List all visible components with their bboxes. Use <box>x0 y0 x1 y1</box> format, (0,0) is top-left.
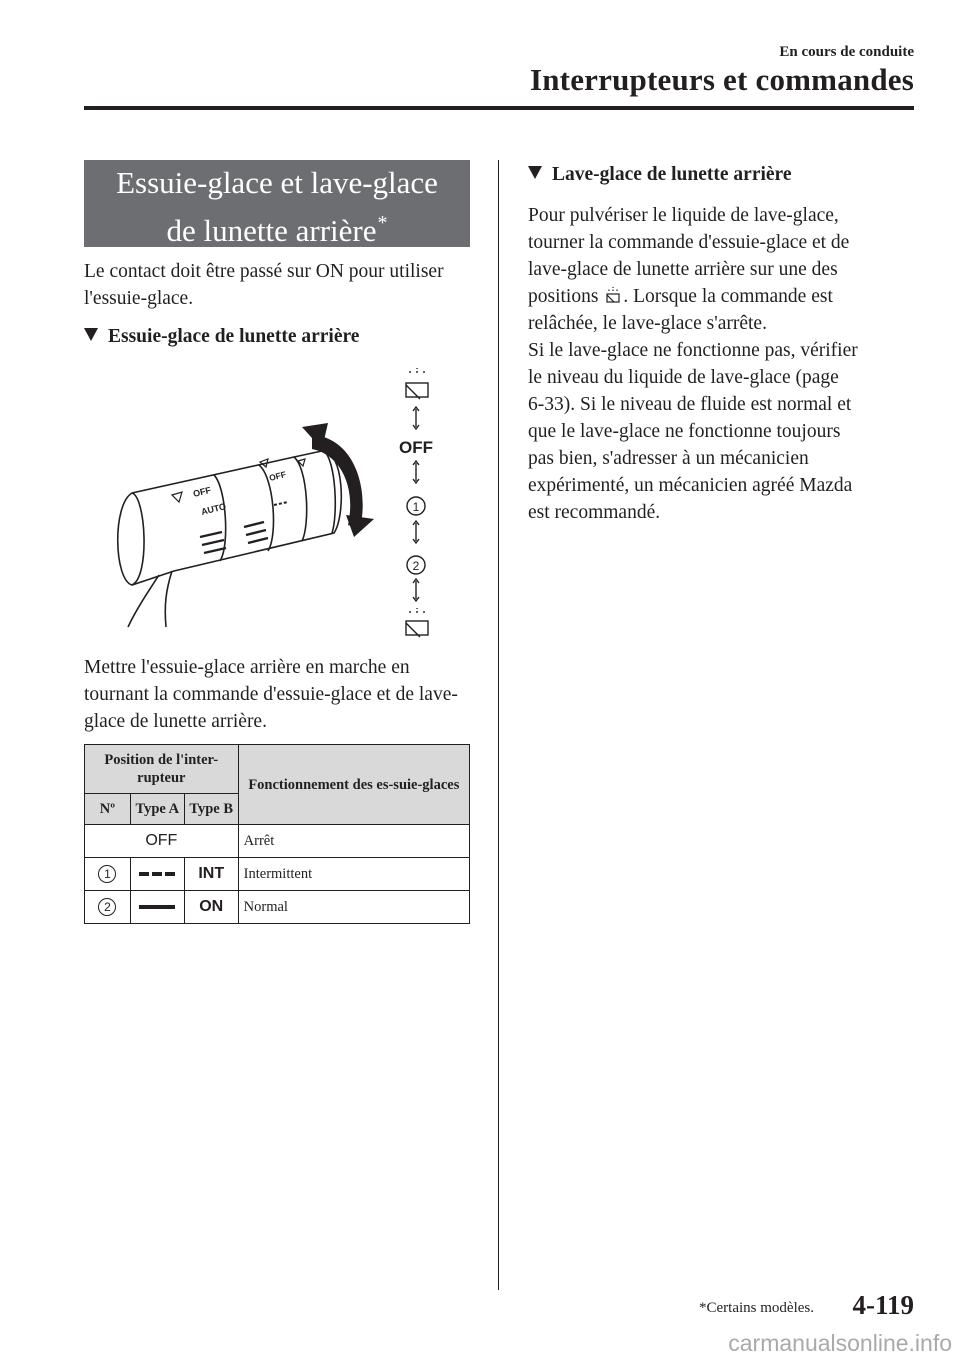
th-no: Nº <box>85 794 131 825</box>
column-divider <box>498 160 499 1290</box>
washer-line: est recommandé. <box>528 502 661 523</box>
section-title <box>84 160 470 247</box>
cell-no <box>85 891 131 924</box>
washer-line: 6-33). Si le niveau de fluide est normal et <box>528 394 852 415</box>
washer-line: que le lave-glace ne fonctionne toujours <box>528 421 841 442</box>
th-position: Position de l'inter-rupteur <box>85 745 239 794</box>
rear-washer-icon <box>406 368 428 399</box>
washer-body-text <box>528 202 918 526</box>
washer-line: expérimenté, un mécanicien agréé Mazda <box>528 475 853 496</box>
circled-number: 1 <box>98 865 116 883</box>
washer-line: le niveau du liquide de lave-glace (page <box>528 367 839 388</box>
wiper-stalk-illustration <box>84 365 470 645</box>
washer-heading <box>528 164 792 186</box>
washer-heading-text: Lave-glace de lunette arrière <box>552 164 792 185</box>
wiper-stalk-figure <box>84 365 470 645</box>
table-row <box>85 858 470 891</box>
triangle-bullet-icon <box>528 166 542 179</box>
washer-line: Pour pulvériser le liquide de lave-glace, <box>528 205 839 226</box>
intro-text: Le contact doit être passé sur ON pour utiliser l'essuie-glace. <box>84 261 444 309</box>
table-row <box>85 825 470 858</box>
header-rule <box>84 106 914 110</box>
off-symbol: OFF <box>145 832 178 849</box>
asterisk-marker: * <box>377 212 388 234</box>
washer-line: relâchée, le lave-glace s'arrête. <box>528 313 767 334</box>
int-symbol: INT <box>198 865 225 882</box>
section-title-line2-wrap <box>84 203 470 251</box>
washer-line: tourner la commande d'essuie-glace et de <box>528 232 850 253</box>
section-title-line2: de lunette arrière <box>166 213 377 248</box>
dashed-line-icon <box>139 872 175 876</box>
washer-line: Si le lave-glace ne fonctionne pas, vérifier <box>528 340 858 361</box>
cell-desc: Normal <box>238 891 469 924</box>
position-2-label: 2 <box>412 559 420 573</box>
triangle-bullet-icon <box>84 328 98 341</box>
cell-type-a <box>130 858 184 891</box>
position-off-label: OFF <box>399 438 433 457</box>
th-operation: Fonctionnement des es-suie-glaces <box>238 745 469 825</box>
section-title-line1: Essuie-glace et lave-glace <box>116 165 438 200</box>
wiper-heading <box>84 326 359 348</box>
cell-type-a <box>130 891 184 924</box>
washer-line: lave-glace de lunette arrière sur une des <box>528 259 838 280</box>
rear-washer-icon-bottom <box>406 608 428 637</box>
washer-position-icon <box>604 286 622 304</box>
running-header-section: En cours de conduite <box>779 44 914 60</box>
footnote: *Certains modèles. <box>699 1300 814 1316</box>
watermark: carmanualsonline.info <box>728 1330 952 1356</box>
table-row <box>85 891 470 924</box>
cell-desc: Intermittent <box>238 858 469 891</box>
stalk-off2-label: OFF <box>268 469 287 483</box>
cell-desc: Arrêt <box>238 825 469 858</box>
th-type-a: Type A <box>130 794 184 825</box>
running-header-chapter: Interrupteurs et commandes <box>529 62 914 97</box>
cell-type-b <box>184 891 238 924</box>
on-symbol: ON <box>199 898 224 915</box>
circled-number: 2 <box>98 898 116 916</box>
wiper-body-text: Mettre l'essuie-glace arrière en marche en tournant la commande d'essuie-glace et de lave-glace de lunette arrière. <box>84 657 458 732</box>
cell-no <box>85 858 131 891</box>
solid-line-icon <box>139 905 175 909</box>
cell-off <box>85 825 239 858</box>
cell-type-b <box>184 858 238 891</box>
th-type-b: Type B <box>184 794 238 825</box>
position-1-label: 1 <box>412 500 420 514</box>
wiper-heading-text: Essuie-glace de lunette arrière <box>108 326 360 347</box>
page-number: 4-119 <box>852 1290 914 1320</box>
washer-line: pas bien, s'adresser à un mécanicien <box>528 448 809 469</box>
stalk-auto-label: AUTO <box>200 501 228 517</box>
washer-line-with-icon: positions . Lorsque la commande est <box>528 286 833 307</box>
stalk-off-label: OFF <box>192 484 212 499</box>
wiper-position-table <box>84 744 470 924</box>
